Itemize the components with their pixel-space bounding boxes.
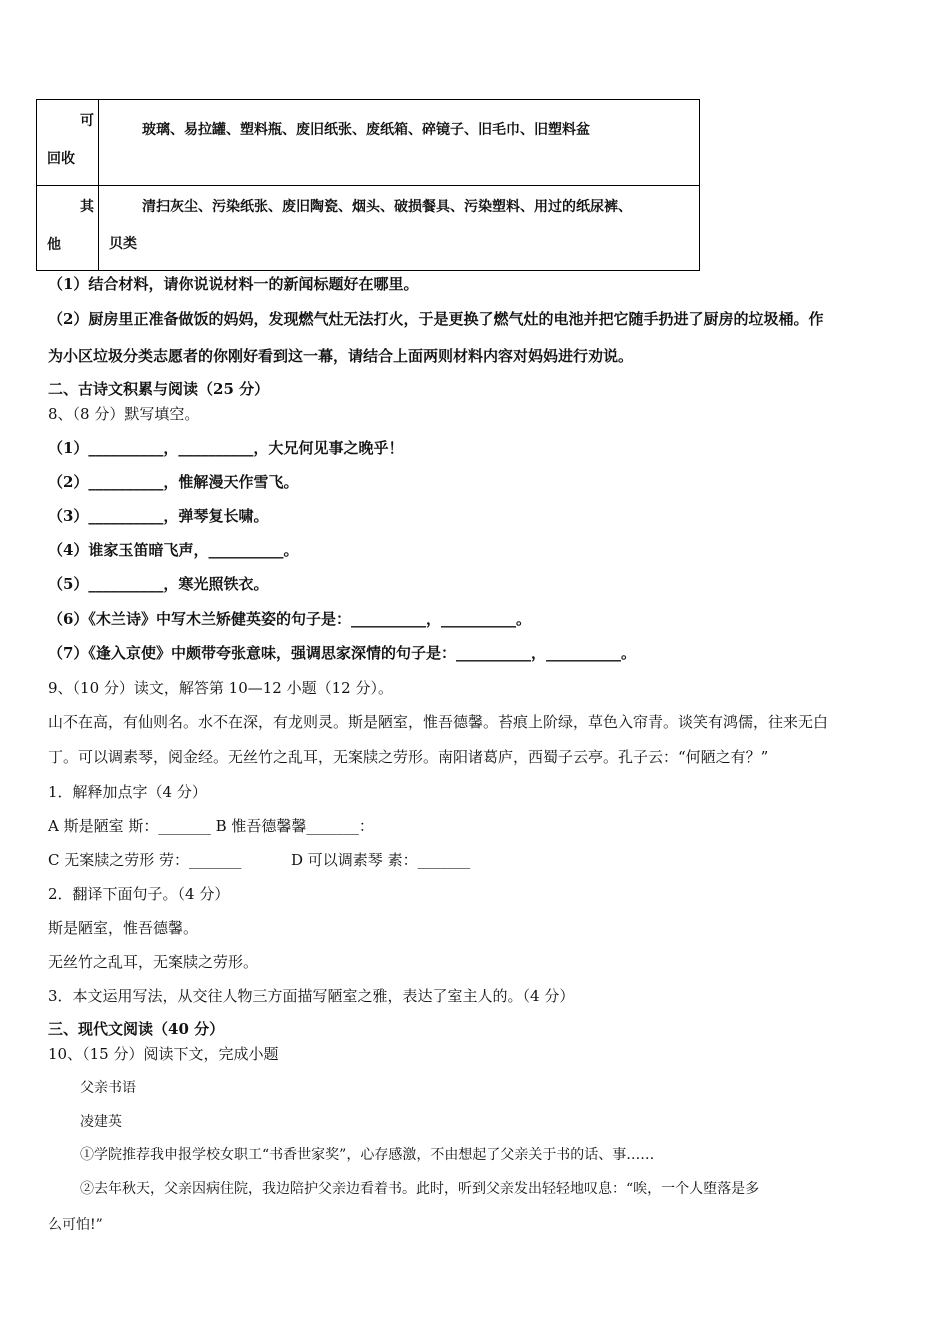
article-author: 凌建英 [80,1114,122,1130]
category-label-line1: 其 [80,199,94,215]
category-label-line2: 回收 [47,151,75,167]
article-paragraph-2-line1: ②去年秋天，父亲因病住院，我边陪护父亲边看着书。此时，听到父亲发出轻轻地叹息：“唉，一个人堕落是多 [80,1181,760,1197]
waste-classification-table [36,99,700,271]
q7-sub2-line1: （2）厨房里正准备做饭的妈妈，发现燃气灶无法打火，于是更换了燃气灶的电池并把它随手扔进了厨房的垃圾桶。作 [48,310,824,328]
q10-header: 10、（15 分）阅读下文，完成小题 [48,1045,279,1063]
q8-item-5: （5）__________，寒光照铁衣。 [48,575,269,593]
category-label-line1: 可 [80,113,94,129]
q8-item-6: （6）《木兰诗》中写木兰矫健英姿的句子是：__________，__________。 [48,610,531,628]
q8-item-1: （1）__________，__________，大兄何见事之晚乎！ [48,439,404,457]
q8-item-4: （4）谁家玉笛暗飞声，__________。 [48,541,299,559]
table-row [37,100,700,186]
q9-sub1-line1: A 斯是陋室 斯：_______ B 惟吾德馨馨_______： [48,817,374,835]
q9-sub1-line2b: D 可以调素琴 素：_______ [291,851,471,869]
q9-header: 9、（10 分）读文，解答第 10—12 小题（12 分）。 [48,679,393,697]
section-heading: 二、古诗文积累与阅读（25 分） [48,380,270,398]
category-cell [37,100,99,186]
q9-passage-line2: 丁。可以调素琴，阅金经。无丝竹之乱耳，无案牍之劳形。南阳诸葛庐，西蜀子云亭。孔子云：“何陋之有？” [48,748,769,766]
q9-sub2-sentence2: 无丝竹之乱耳，无案牍之劳形。 [48,953,259,971]
q9-sub1-title: 1．解释加点字（4 分） [48,783,207,801]
q9-sub1-line2a: C 无案牍之劳形 劳：_______ [48,851,242,869]
category-label-line2: 他 [47,237,61,253]
table-row [37,186,700,271]
q9-passage-line1: 山不在高，有仙则名。水不在深，有龙则灵。斯是陋室，惟吾德馨。苔痕上阶绿，草色入帘青。谈笑有鸿儒，往来无白 [48,713,829,731]
other-items-line1: 清扫灰尘、污染纸张、废旧陶瓷、烟头、破损餐具、污染塑料、用过的纸尿裤、 [142,199,632,215]
q8-item-7: （7）《逢入京使》中颇带夸张意味，强调思家深情的句子是：__________，__________。 [48,644,636,662]
items-cell [99,100,700,186]
q9-sub2-sentence1: 斯是陋室，惟吾德馨。 [48,919,199,937]
q8-header: 8、（8 分）默写填空。 [48,405,200,423]
other-items-line2: 贝类 [109,236,137,252]
items-cell [99,186,700,271]
q8-item-3: （3）__________，弹琴复长啸。 [48,507,269,525]
article-paragraph-1: ①学院推荐我申报学校女职工“书香世家奖”，心存感激，不由想起了父亲关于书的话、事…… [80,1147,655,1163]
recyclable-items: 玻璃、易拉罐、塑料瓶、废旧纸张、废纸箱、碎镜子、旧毛巾、旧塑料盆 [142,122,590,138]
q9-sub2-title: 2．翻译下面句子。（4 分） [48,885,230,903]
q7-sub1: （1）结合材料，请你说说材料一的新闻标题好在哪里。 [48,275,419,293]
q8-item-2: （2）__________，惟解漫天作雪飞。 [48,473,299,491]
article-paragraph-2-line2: 么可怕!” [48,1217,103,1233]
category-cell [37,186,99,271]
article-title: 父亲书语 [80,1080,136,1096]
q7-sub2-line2: 为小区垃圾分类志愿者的你刚好看到这一幕，请结合上面两则材料内容对妈妈进行劝说。 [48,347,634,365]
section-heading: 三、现代文阅读（40 分） [48,1020,225,1038]
q9-sub3: 3．本文运用写法，从交往人物三方面描写陋室之雅，表达了室主人的。（4 分） [48,987,575,1005]
